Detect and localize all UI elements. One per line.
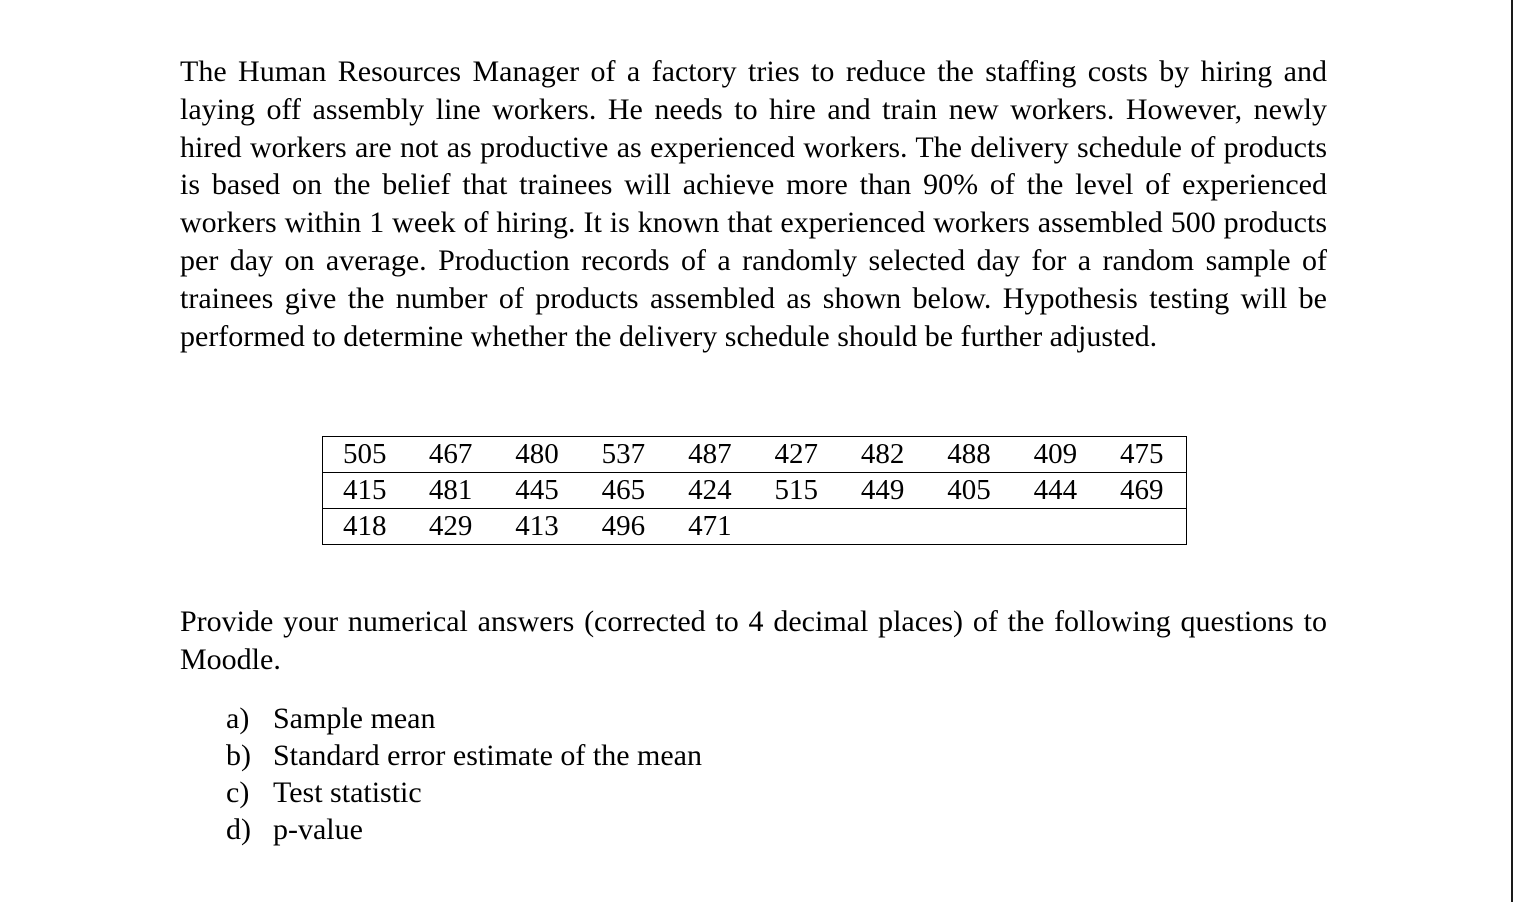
- table-cell: 427: [754, 437, 840, 473]
- problem-statement: The Human Resources Manager of a factory tries to reduce the staffing costs by hiring and laying off assembly line workers. He needs to hire and train new workers. However, newly hired workers are not as productive as experienced workers. The delivery schedule of products is based on the belief that trainees will achieve more than 90% of the level of experienced workers within 1 week of hiring. It is known that experienced workers assembled 500 products per day on average. Production records of a randomly selected day for a random sample of trainees give the number of products assembled as shown below. Hypothesis testing will be performed to determine whether the delivery schedule should be further adjusted.: [180, 55, 1327, 353]
- table-cell: 449: [841, 473, 927, 509]
- question-letter: b): [226, 739, 251, 772]
- table-cell: 418: [323, 509, 409, 545]
- question-text: Sample mean: [273, 702, 436, 735]
- table-cell: 480: [495, 437, 581, 473]
- question-letter: c): [226, 776, 250, 809]
- table-cell: 537: [582, 437, 668, 473]
- table-cell: [927, 509, 1013, 545]
- table-row: [323, 473, 1187, 509]
- table-row: [323, 509, 1187, 545]
- table-cell: 409: [1014, 437, 1100, 473]
- question-text: Test statistic: [273, 776, 422, 809]
- table-cell: [841, 509, 927, 545]
- table-cell: 471: [668, 509, 754, 545]
- table-cell: 415: [323, 473, 409, 509]
- table-cell: 429: [409, 509, 495, 545]
- table-cell: 469: [1100, 473, 1186, 509]
- list-item: [226, 737, 702, 774]
- table-cell: 467: [409, 437, 495, 473]
- list-item: [226, 700, 702, 737]
- table-cell: 488: [927, 437, 1013, 473]
- question-letter: d): [226, 813, 251, 846]
- question-text: p-value: [273, 813, 363, 846]
- table-cell: 496: [582, 509, 668, 545]
- table-cell: [1100, 509, 1186, 545]
- table-cell: 475: [1100, 437, 1186, 473]
- table-cell: 505: [323, 437, 409, 473]
- table-cell: 405: [927, 473, 1013, 509]
- table-row: [323, 437, 1187, 473]
- table-cell: 515: [754, 473, 840, 509]
- table-cell: 482: [841, 437, 927, 473]
- question-letter: a): [226, 702, 250, 735]
- table-cell: 481: [409, 473, 495, 509]
- table-cell: 465: [582, 473, 668, 509]
- list-item: [226, 774, 702, 811]
- question-text: Standard error estimate of the mean: [273, 739, 702, 772]
- table-cell: 445: [495, 473, 581, 509]
- table-cell: 487: [668, 437, 754, 473]
- production-data-table: [322, 436, 1187, 545]
- question-list: [226, 700, 702, 848]
- table-cell: 424: [668, 473, 754, 509]
- table-cell: [754, 509, 840, 545]
- list-item: [226, 811, 702, 848]
- answer-instructions: Provide your numerical answers (corrected to 4 decimal places) of the following questions to Moodle.: [180, 605, 1327, 676]
- table-cell: 413: [495, 509, 581, 545]
- table-cell: [1014, 509, 1100, 545]
- table-cell: 444: [1014, 473, 1100, 509]
